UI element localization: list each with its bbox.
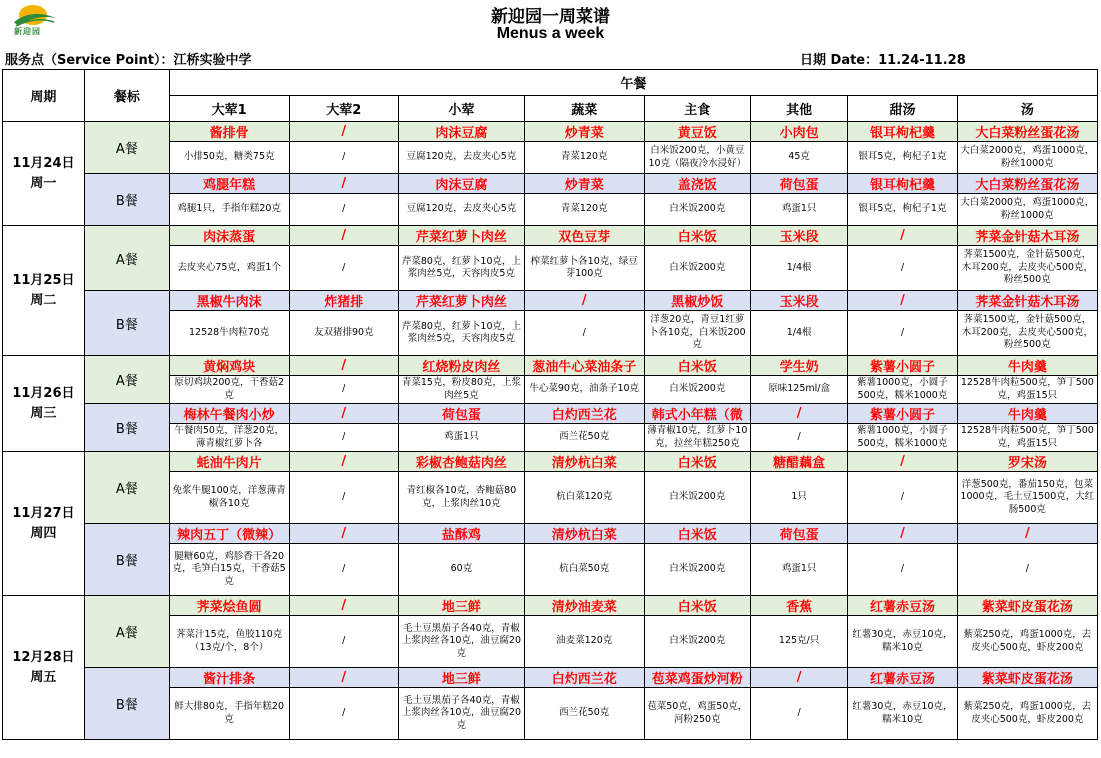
dish-name: 紫菜虾皮蛋花汤 [957,596,1097,616]
dish-name: 黄豆饭 [644,122,750,142]
dish-quantity: 腿糖60克，鸡胗香干各20克，毛笋白15克，干香菇5克 [169,544,289,596]
meal-label: B餐 [84,291,169,356]
header-meal: 餐标 [84,70,169,122]
dish-quantity: 12528牛肉粒70克 [169,311,289,356]
dish-quantity: / [289,424,398,452]
dish-name: 银耳枸杞羹 [848,174,957,194]
dish-quantity: / [289,472,398,524]
day-cell [3,356,85,452]
header-col: 汤 [957,96,1097,122]
dish-quantity: 鲜大排80克，手指年糕20克 [169,688,289,740]
dish-quantity: 1/4根 [751,311,848,356]
dish-quantity: 紫薯1000克，小圆子500克，糯米1000克 [848,424,957,452]
header-col: 蔬菜 [524,96,644,122]
dish-name: 双色豆芽 [524,226,644,246]
dish-name: 大白菜粉丝蛋花汤 [957,122,1097,142]
dish-quantity: 大白菜2000克，鸡蛋1000克，粉丝1000克 [957,142,1097,174]
dish-name: 小肉包 [751,122,848,142]
header-col: 大荤2 [289,96,398,122]
dish-quantity: 45克 [751,142,848,174]
dish-name: 学生奶 [751,356,848,376]
meal-label: B餐 [84,668,169,740]
meal-label: A餐 [84,356,169,404]
dish-name: / [289,452,398,472]
dish-name: 清炒油麦菜 [524,596,644,616]
dish-quantity: 杭白菜50克 [524,544,644,596]
dish-quantity: / [289,142,398,174]
dish-name: 白米饭 [644,226,750,246]
day-date: 12月28日 [12,649,75,665]
dish-quantity: 鸡蛋1只 [751,544,848,596]
dish-quantity: 白米饭200克 [644,376,750,404]
dish-name: / [289,226,398,246]
dish-name: 荷包蛋 [399,404,525,424]
dish-name: / [289,174,398,194]
dish-quantity: 鸡蛋1只 [751,194,848,226]
dish-quantity: 芹菜80克，红萝卜10克，上浆肉丝5克，天容肉皮5克 [399,246,525,291]
dish-name: 苞菜鸡蛋炒河粉 [644,668,750,688]
dish-quantity: 紫菜250克，鸡蛋1000克，去皮夹心500克，虾皮200克 [957,688,1097,740]
service-point: 服务点（Service Point）：江桥实验中学 [5,53,252,68]
day-date: 11月25日 [12,272,75,288]
dish-quantity: 12528牛肉粒500克，笋丁500克，鸡蛋15只 [957,424,1097,452]
dish-quantity: 豆腐120克，去皮夹心5克 [399,194,525,226]
dish-name: 肉沫豆腐 [399,122,525,142]
dish-name: 玉米段 [751,291,848,311]
dish-quantity: 荠菜汁15克，鱼胶110克（13克/个，8个） [169,616,289,668]
dish-name: 紫薯小圆子 [848,404,957,424]
dish-name: 黄焖鸡块 [169,356,289,376]
dish-quantity: / [848,472,957,524]
meal-label: A餐 [84,596,169,668]
dish-name: 鸡腿年糕 [169,174,289,194]
dish-name: 白米饭 [644,596,750,616]
dish-name: 炒青菜 [524,174,644,194]
dish-name: 白灼西兰花 [524,404,644,424]
dish-quantity: 青菜15克，粉皮80克，上浆肉丝5克 [399,376,525,404]
day-date: 11月27日 [12,505,75,521]
dish-quantity: 白米饭200克 [644,544,750,596]
dish-quantity: 苞菜50克，鸡蛋50克，河粉250克 [644,688,750,740]
day-cell [3,452,85,596]
dish-name: 彩椒杏鲍菇肉丝 [399,452,525,472]
meal-label: A餐 [84,452,169,524]
dish-name: 牛肉羹 [957,356,1097,376]
meal-label: B餐 [84,174,169,226]
dish-quantity: 12528牛肉粒500克，笋丁500克，鸡蛋15只 [957,376,1097,404]
page-subtitle: Menus a week [496,25,605,42]
dish-quantity: / [848,311,957,356]
dish-quantity: 鸡腿1只，手指年糕20克 [169,194,289,226]
dish-name: 黑椒炒饭 [644,291,750,311]
dish-quantity: 1只 [751,472,848,524]
dish-name: 酱汁排条 [169,668,289,688]
dish-quantity: 125克/只 [751,616,848,668]
dish-name: 大白菜粉丝蛋花汤 [957,174,1097,194]
dish-quantity: 榨菜红萝卜各10克，绿豆芽100克 [524,246,644,291]
dish-quantity: 红薯30克，赤豆10克，糯米10克 [848,688,957,740]
dish-name: 芹菜红萝卜肉丝 [399,226,525,246]
dish-quantity: 洋葱500克，番茄150克，包菜1000克，毛土豆1500克，大红肠500克 [957,472,1097,524]
dish-name: / [289,668,398,688]
dish-name: 紫菜虾皮蛋花汤 [957,668,1097,688]
dish-name: 银耳枸杞羹 [848,122,957,142]
dish-name: 白米饭 [644,524,750,544]
dish-quantity: / [524,311,644,356]
dish-quantity: 免浆牛腿100克，洋葱薄青椒各10克 [169,472,289,524]
dish-quantity: 白米饭200克 [644,194,750,226]
day-weekday: 周二 [30,292,57,308]
dish-quantity: / [289,688,398,740]
meal-label: B餐 [84,404,169,452]
day-date: 11月26日 [12,385,75,401]
dish-quantity: / [751,688,848,740]
header-col: 其他 [751,96,848,122]
dish-name: / [289,122,398,142]
dish-quantity: 西兰花50克 [524,688,644,740]
dish-name: 清炒杭白菜 [524,524,644,544]
dish-quantity: 西兰花50克 [524,424,644,452]
day-date: 11月24日 [12,155,75,171]
dish-quantity: 原切鸡块200克，干香菇2克 [169,376,289,404]
header-col: 大荤1 [169,96,289,122]
dish-quantity: / [751,424,848,452]
dish-name: 炒青菜 [524,122,644,142]
dish-name: / [289,356,398,376]
dish-name: 肉沫豆腐 [399,174,525,194]
dish-name: 荷包蛋 [751,524,848,544]
dish-quantity: / [289,376,398,404]
dish-quantity: 红薯30克，赤豆10克，糯米10克 [848,616,957,668]
meal-label: A餐 [84,226,169,291]
dish-name: 盖浇饭 [644,174,750,194]
dish-name: / [289,524,398,544]
dish-quantity: 油麦菜120克 [524,616,644,668]
dish-name: / [524,291,644,311]
dish-quantity: 60克 [399,544,525,596]
dish-name: 罗宋汤 [957,452,1097,472]
dish-name: 荠菜烩鱼圆 [169,596,289,616]
dish-quantity: / [848,544,957,596]
dish-name: 地三鲜 [399,596,525,616]
dish-name: 肉沫蒸蛋 [169,226,289,246]
dish-quantity: / [289,544,398,596]
dish-quantity: / [289,616,398,668]
dish-quantity: 毛土豆黑茄子各40克，青椒上浆肉丝各10克，油豆腐20克 [399,688,525,740]
day-weekday: 周四 [30,525,57,541]
dish-quantity: 豆腐120克，去皮夹心5克 [399,142,525,174]
dish-quantity: 洋葱20克，青豆1红萝卜各10克，白米饭200克 [644,311,750,356]
dish-quantity: 白米饭200克 [644,472,750,524]
dish-quantity: / [848,246,957,291]
dish-name: 红薯赤豆汤 [848,668,957,688]
dish-quantity: 午餐肉50克，洋葱20克，薄青椒红萝卜各 [169,424,289,452]
dish-name: / [751,668,848,688]
dish-name: / [848,452,957,472]
dish-name: 紫薯小圆子 [848,356,957,376]
dish-quantity: 薄青椒10克，红萝卜10克，拉丝年糕250克 [644,424,750,452]
dish-quantity: 毛土豆黑茄子各40克，青椒上浆肉丝各10克，油豆腐20克 [399,616,525,668]
dish-quantity: 小排50克，糖类75克 [169,142,289,174]
dish-name: 荠菜金针菇木耳汤 [957,226,1097,246]
dish-quantity: 牛心菜90克，油条子10克 [524,376,644,404]
dish-name: / [848,524,957,544]
dish-name: 盐酥鸡 [399,524,525,544]
dish-name: 蚝油牛肉片 [169,452,289,472]
dish-name: 辣肉五丁（微辣） [169,524,289,544]
dish-quantity: / [289,246,398,291]
dish-quantity: 青菜120克 [524,142,644,174]
dish-name: 葱油牛心菜油条子 [524,356,644,376]
dish-name: 荷包蛋 [751,174,848,194]
dish-quantity: 白米饭200克 [644,246,750,291]
dish-name: 白米饭 [644,356,750,376]
dish-quantity: 白米饭200克，小黄豆10克（隔夜冷水浸好） [644,142,750,174]
dish-quantity: 紫薯1000克，小圆子500克，糯米1000克 [848,376,957,404]
header-lunch: 午餐 [169,70,1097,96]
meal-label: B餐 [84,524,169,596]
logo-text: 新迎园 [14,27,41,36]
dish-quantity: 杭白菜120克 [524,472,644,524]
dish-name: 白米饭 [644,452,750,472]
dish-name: 黑椒牛肉沫 [169,291,289,311]
dish-quantity: / [289,194,398,226]
day-weekday: 周三 [30,405,57,421]
dish-name: 香蕉 [751,596,848,616]
dish-quantity: 荠菜1500克，金针菇500克，木耳200克，去皮夹心500克，粉丝500克 [957,311,1097,356]
dish-quantity: 青菜120克 [524,194,644,226]
dish-name: / [848,291,957,311]
dish-quantity: 白米饭200克 [644,616,750,668]
dish-quantity: 原味125ml/盒 [751,376,848,404]
menu-table [2,69,1098,740]
dish-name: 牛肉羹 [957,404,1097,424]
dish-name: / [848,226,957,246]
meal-label: A餐 [84,122,169,174]
date-range: 日期 Date：11.24-11.28 [800,53,966,68]
day-weekday: 周五 [30,669,57,685]
dish-name: 红薯赤豆汤 [848,596,957,616]
header-week: 周期 [3,70,85,122]
dish-quantity: 芹菜80克，红萝卜10克，上浆肉丝5克，天容肉皮5克 [399,311,525,356]
dish-quantity: 银耳5克，枸杞子1克 [848,142,957,174]
dish-name: 地三鲜 [399,668,525,688]
dish-quantity: 1/4根 [751,246,848,291]
header-col: 甜汤 [848,96,957,122]
day-cell [3,596,85,740]
dish-quantity: 大白菜2000克，鸡蛋1000克，粉丝1000克 [957,194,1097,226]
dish-name: / [751,404,848,424]
dish-name: 玉米段 [751,226,848,246]
dish-name: / [289,404,398,424]
dish-name: 酱排骨 [169,122,289,142]
dish-quantity: 紫菜250克，鸡蛋1000克，去皮夹心500克，虾皮200克 [957,616,1097,668]
header-col: 主食 [644,96,750,122]
header-col: 小荤 [399,96,525,122]
dish-name: / [957,524,1097,544]
dish-name: 炸猪排 [289,291,398,311]
dish-quantity: 荠菜1500克，金针菇500克，木耳200克，去皮夹心500克，粉丝500克 [957,246,1097,291]
dish-quantity: 鸡蛋1只 [399,424,525,452]
dish-quantity: / [957,544,1097,596]
dish-name: 糖醋藕盒 [751,452,848,472]
dish-name: 韩式小年糕（微 [644,404,750,424]
day-cell [3,226,85,356]
dish-name: 清炒杭白菜 [524,452,644,472]
dish-name: 芹菜红萝卜肉丝 [399,291,525,311]
dish-name: 荠菜金针菇木耳汤 [957,291,1097,311]
day-weekday: 周一 [30,175,57,191]
dish-name: / [289,596,398,616]
dish-name: 红烧粉皮肉丝 [399,356,525,376]
dish-quantity: 友双猪排90克 [289,311,398,356]
dish-quantity: 去皮夹心75克，鸡蛋1个 [169,246,289,291]
dish-quantity: 银耳5克，枸杞子1克 [848,194,957,226]
dish-name: 梅林午餐肉小炒 [169,404,289,424]
day-cell [3,122,85,226]
page-title: 新迎园一周菜谱 [491,7,610,27]
dish-quantity: 青红椒各10克，杏鲍菇80克，上浆肉丝10克 [399,472,525,524]
dish-name: 白灼西兰花 [524,668,644,688]
